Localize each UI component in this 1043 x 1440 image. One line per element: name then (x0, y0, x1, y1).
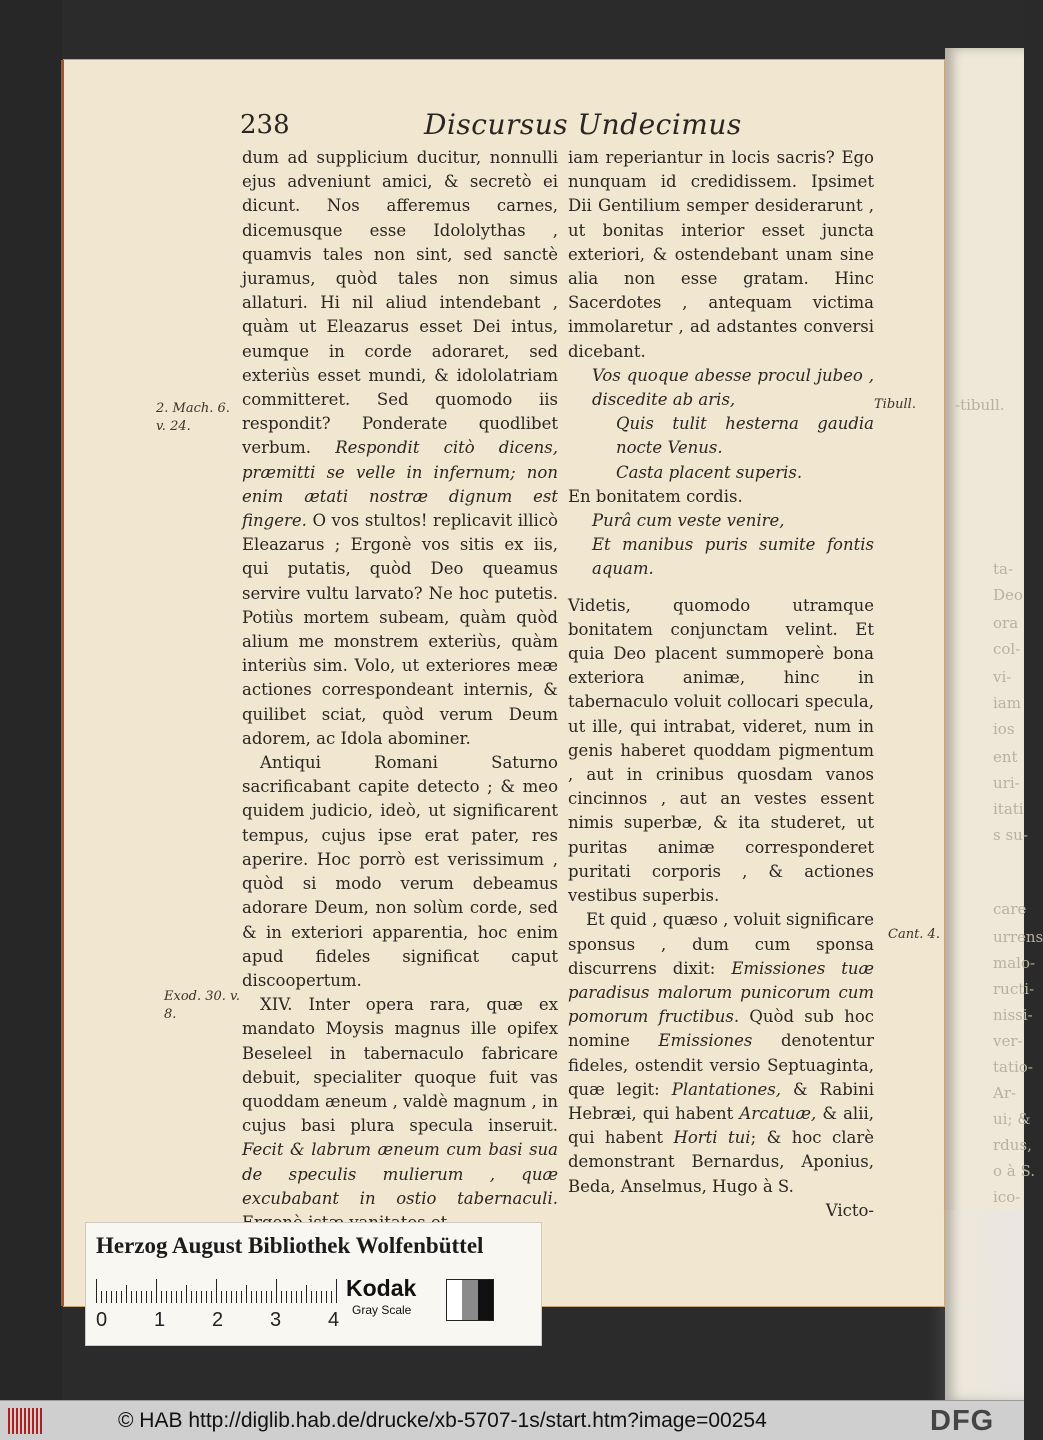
ruler-number: 1 (154, 1309, 166, 1331)
gray-patch-white (447, 1280, 462, 1320)
ruler-tick (241, 1291, 242, 1303)
gray-scale-label: Gray Scale (352, 1303, 412, 1317)
ruler-tick (181, 1291, 182, 1303)
logo-stripe (8, 1408, 10, 1434)
ruler-tick (206, 1291, 207, 1303)
margin-note-exod (164, 988, 240, 1024)
ruler-tick (246, 1285, 247, 1303)
facing-page-fragment: ora (993, 614, 1019, 632)
ruler-number: 3 (270, 1309, 282, 1331)
logo-stripe (28, 1408, 30, 1434)
running-title: Discursus Undecimus (424, 108, 742, 141)
ruler-tick (156, 1279, 157, 1303)
library-color-card (85, 1222, 542, 1346)
footer-citation-link[interactable]: © HAB http://diglib.hab.de/drucke/xb-5707-1s/start.htm?image=00254 (118, 1409, 767, 1432)
facing-page-fragment: iam (993, 694, 1021, 712)
verse-line: Purâ cum veste venire, (592, 511, 785, 531)
text-span: denotentur fideles, ostendit versio Septuaginta, quæ legit: (568, 1031, 875, 1099)
ruler-tick (116, 1291, 117, 1303)
gray-patch-mid (462, 1280, 478, 1320)
text-line: En bonitatem cordis. (568, 486, 743, 506)
ruler-number: 2 (212, 1309, 224, 1331)
logo-stripe (16, 1408, 18, 1434)
paragraph (568, 908, 874, 1198)
quote-span: Plantationes, (671, 1079, 781, 1099)
margin-note-tibull: Tibull. (874, 397, 916, 412)
margin-note-line: v. 24. (156, 419, 191, 434)
ruler-tick (226, 1291, 227, 1303)
text-span: Quòd sub hoc nomine (568, 1007, 874, 1051)
gray-scale-patch (446, 1279, 494, 1321)
facing-page-fragment: ui; & (993, 1110, 1031, 1128)
facing-page-fragment: Ar- (993, 1084, 1017, 1102)
facing-page-fragment: urrens (993, 928, 1043, 946)
margin-note-cant: Cant. 4. (888, 927, 940, 942)
ruler-tick (251, 1291, 252, 1303)
logo-stripe (40, 1408, 42, 1434)
logo-stripe (36, 1408, 38, 1434)
margin-note-line: 2. Mach. 6. (156, 401, 230, 416)
ruler-tick (106, 1291, 107, 1303)
ruler-tick (316, 1291, 317, 1303)
running-head (64, 110, 944, 144)
quote-span: Respondit citò dicens, præmitti se velle in infernum; non enim ætati nostræ dignum est fingere. (242, 438, 558, 531)
ruler-number: 4 (328, 1309, 340, 1331)
ruler-number: 0 (96, 1309, 108, 1331)
paragraph: iam reperiantur in locis sacris? Ego nunquam id credidissem. Ipsimet Dii Gentilium semper desiderarunt , ut bonitas interior esset juncta exteriori, & ostendebant unam sine alia non esse gratam. Hinc Sacerdotes , antequam victima immolaretur , ad adstantes conversi dicebant. (568, 148, 874, 361)
facing-page-fragment: ios (993, 720, 1015, 738)
ruler-tick (326, 1291, 327, 1303)
ruler-tick (311, 1291, 312, 1303)
quote-span: Fecit & labrum æneum cum basi sua de speculis mulierum , quæ excubabant in ostio tabernaculi. (242, 1140, 558, 1208)
ruler-tick (186, 1285, 187, 1303)
ruler-tick (261, 1291, 262, 1303)
paragraph: Videtis, quomodo utramque bonitatem conjunctam velint. Et quia Deo placent summoperè bona exteriora animæ, hinc in tabernaculo voluit collocari specula, ut ille, qui intrabat, videret, num in genis haberet quoddam pigmentum , aut in crinibus quosdam vanos cincinnos , aut an vestes essent nimis superbæ, & ita studeret, ut puritas animæ corresponderet puritati corporis , & actiones vestibus superbis. (568, 595, 874, 906)
ruler-tick (266, 1291, 267, 1303)
facing-page-fragment: ver- (993, 1032, 1023, 1050)
facing-page-fragment: uri- (993, 774, 1020, 792)
ruler-tick (231, 1291, 232, 1303)
quote-span: Arcatuæ, (739, 1103, 817, 1123)
scan-plastic-sheet (930, 1210, 1024, 1400)
ruler-tick (146, 1291, 147, 1303)
facing-page-fragment: itati (993, 800, 1024, 818)
facing-page-fragment: o à S. (993, 1162, 1036, 1180)
verse-line: Vos quoque abesse procul jubeo , discedite ab aris, (592, 365, 874, 410)
ruler-tick (111, 1291, 112, 1303)
ruler-tick (131, 1291, 132, 1303)
facing-page-fragment: s su- (993, 826, 1028, 844)
ruler-tick (216, 1279, 217, 1303)
margin-note-mach (156, 400, 230, 436)
facing-page-edge (945, 48, 1043, 1400)
ruler-tick (221, 1291, 222, 1303)
text-span: Et quid , quæso , voluit significare sponsus , dum cum sponsa discurrens dixit: (568, 910, 874, 978)
ruler-tick (331, 1291, 332, 1303)
ruler-tick (256, 1291, 257, 1303)
logo-stripe (24, 1408, 26, 1434)
verse-line: Casta placent superis. (616, 462, 803, 482)
logo-stripe (32, 1408, 34, 1434)
ruler-tick (151, 1291, 152, 1303)
ruler-tick (271, 1291, 272, 1303)
quote-span: Emissiones (658, 1031, 753, 1051)
catchword: Victo- (825, 1200, 874, 1220)
text-span: dum ad supplicium ducitur, nonnulli ejus adveniunt amici, & secretò ei dicunt. Nos afferemus carnes, dicemusque esse Idololythas , quamvis tales non sint, sed sanctè juramus, quòd tales non simus allaturi. Hi nil aliud intendebant , quàm ut Eleazarus esset Dei intus, eumque in corde adoraret, sed exteriùs esset mundi, & idololatriam committeret. Sed quomodo iis respondit? Ponderate quodlibet verbum. (242, 148, 558, 458)
kodak-logo-text: Kodak (346, 1275, 417, 1301)
ruler-tick (201, 1291, 202, 1303)
paragraph (242, 993, 558, 1235)
ruler-tick (306, 1285, 307, 1303)
text-span: XIV. Inter opera rara, quæ ex mandato Moysis magnus ille opifex Beseleel in tabernaculo fabricare debuit, specialiter quoque fuit vas quoddam æneum , valdè magnum , in cujus basi plura specula inseruit. (242, 995, 558, 1136)
quote-span: Horti tui (673, 1128, 751, 1148)
facing-page-fragment: -tibull. (955, 396, 1005, 414)
ruler-tick (101, 1291, 102, 1303)
facing-page-fragment: ico- (993, 1188, 1021, 1206)
hab-logo-icon (8, 1408, 42, 1434)
ruler-tick (211, 1291, 212, 1303)
ruler-tick (291, 1291, 292, 1303)
quote-span: Emissiones tuæ paradisus malorum punicorum cum pomorum fructibus. (568, 958, 875, 1027)
right-text-column (568, 146, 874, 1223)
facing-page-fragment: ta- (993, 560, 1014, 578)
ruler-tick (301, 1291, 302, 1303)
ruler-tick (96, 1279, 97, 1303)
background-left (0, 0, 62, 1400)
facing-page-fragment: Deo (993, 586, 1023, 604)
ruler-tick (126, 1285, 127, 1303)
ruler-tick (281, 1291, 282, 1303)
ruler-tick (191, 1291, 192, 1303)
text-span: Antiqui Romani Saturno sacrificabant capite detecto ; & meo quidem judicio, ideò, ut significarent tempus, cujus ipse erat pater, res aperire. Hoc porrò est verissimum , quòd si modo verum debeamus adorare Deum, non solùm corde, sed & in exteriori apparentia, hoc enim apud fideles significat caput discoopertum. (242, 753, 558, 990)
facing-page-fragment: ructi- (993, 980, 1035, 998)
ruler-tick (276, 1279, 277, 1303)
text-span: ; & hoc clarè demonstrant Bernardus, Aponius, Beda, Anselmus, Hugo à S. (568, 1128, 875, 1196)
ruler-scale (96, 1279, 346, 1303)
dfg-logo: DFG (930, 1405, 995, 1437)
ruler-tick (321, 1291, 322, 1303)
verse-line: Quis tulit hesterna gaudia nocte Venus. (616, 414, 874, 458)
ruler-tick (166, 1291, 167, 1303)
ruler-tick (176, 1291, 177, 1303)
ruler-tick (336, 1279, 337, 1303)
logo-stripe (12, 1408, 14, 1434)
text-span: & Rabini Hebræi, qui habent (568, 1079, 874, 1123)
text-span: O vos stultos! replicavit illicò Eleazarus ; Ergonè vos sitis ex iis, qui putatis, quòd Deo queamus servire vultu larvato? Ne hoc putetis. Potiùs mortem subeam, quàm quòd alium me monstrem exteriùs, quàm interiùs sim. Volo, ut exteriores meæ actiones correspondeant internis, & quilibet sciat, quòd verum Deum adorem, ac Idola abominer. (242, 511, 558, 748)
ruler-tick (161, 1291, 162, 1303)
text-span: & alii, qui habent (568, 1103, 875, 1148)
ruler-tick (141, 1291, 142, 1303)
facing-page-fragment: col- (993, 640, 1021, 658)
gray-patch-black (478, 1280, 493, 1320)
facing-page-fragment: rdus, (993, 1136, 1032, 1154)
viewer-footer (0, 1400, 1024, 1440)
margin-note-line: 8. (164, 1007, 177, 1022)
facing-page-fragment: care (993, 900, 1027, 918)
facing-page-fragment: vi- (993, 668, 1012, 686)
ruler-tick (236, 1291, 237, 1303)
left-text-column (242, 146, 558, 1235)
facing-page-fragment: tatio- (993, 1058, 1033, 1076)
library-name: Herzog August Bibliothek Wolfenbüttel (96, 1233, 484, 1258)
paragraph (242, 146, 558, 751)
verse-line: Et manibus puris sumite fontis aquam. (592, 535, 874, 579)
ruler-tick (121, 1291, 122, 1303)
facing-page-fragment: nissi- (993, 1006, 1033, 1024)
paragraph (242, 751, 558, 993)
facing-page-fragment: ent (993, 748, 1018, 766)
facing-page-fragment: malo- (993, 954, 1036, 972)
logo-stripe (20, 1408, 22, 1434)
ruler-tick (171, 1291, 172, 1303)
ruler-tick (286, 1291, 287, 1303)
ruler-tick (296, 1291, 297, 1303)
ruler-tick (196, 1291, 197, 1303)
book-page (64, 60, 944, 1306)
ruler-tick (136, 1291, 137, 1303)
margin-note-line: Exod. 30. v. (164, 989, 240, 1004)
page-number: 238 (240, 110, 290, 140)
